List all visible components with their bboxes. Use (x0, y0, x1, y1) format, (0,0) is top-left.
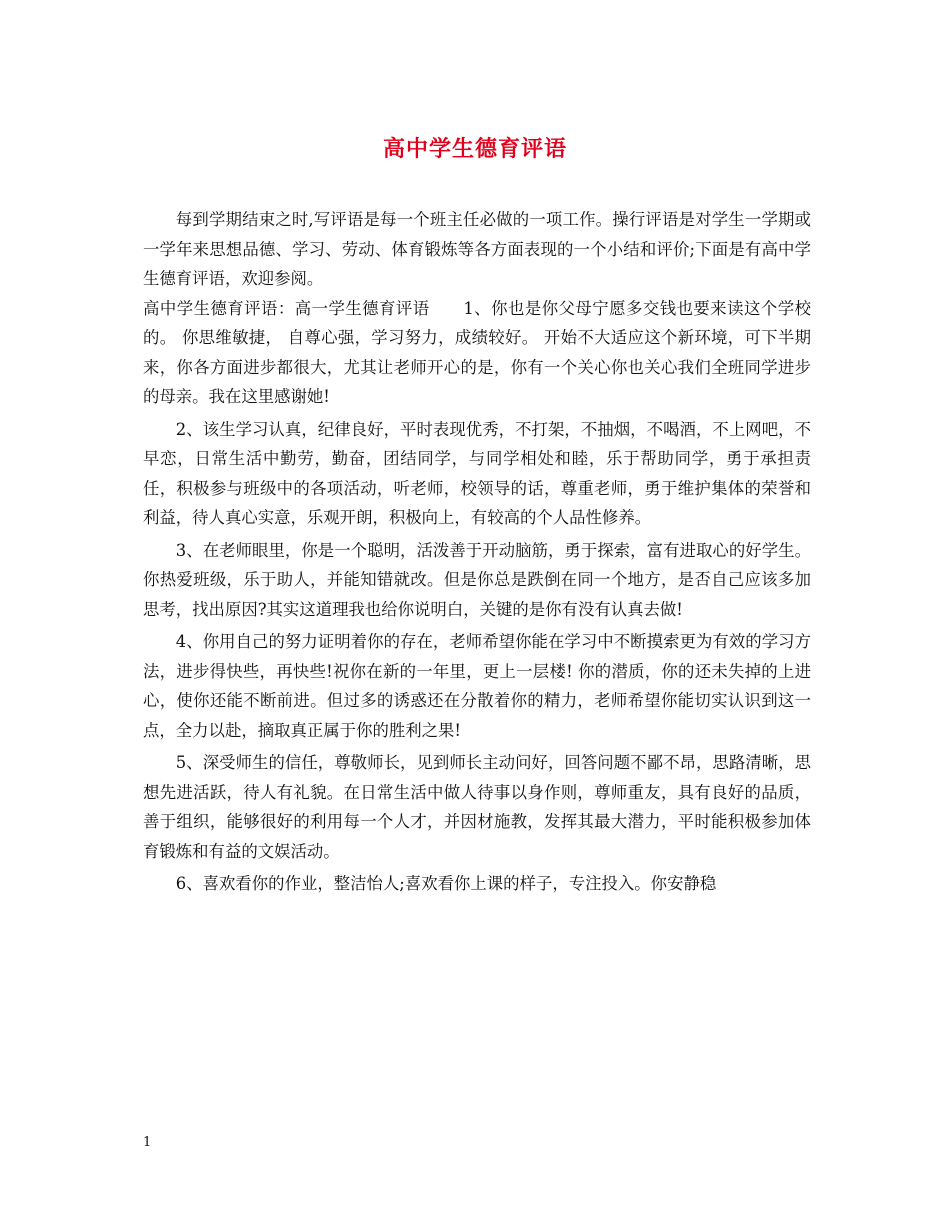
paragraph-3: 3、在老师眼里，你是一个聪明，活泼善于开动脑筋，勇于探索，富有进取心的好学生。你热爱班级，乐于助人，并能知错就改。但是你总是跌倒在同一个地方，是否自己应该多加思考，找出原因?其实这道理我也给你说明白，关键的是你有没有认真去做! (143, 540, 811, 619)
paragraph-4: 4、你用自己的努力证明着你的存在，老师希望你能在学习中不断摸索更为有效的学习方法，进步得快些，再快些!祝你在新的一年里，更上一层楼! 你的潜质，你的还未失掉的上进心，使你还能不断前进。但过多的诱惑还在分散着你的精力，老师希望你能切实认识到这一点，全力以赴，摘取真正属于你的胜利之果! (143, 632, 811, 740)
paragraph-5: 5、深受师生的信任，尊敬师长，见到师长主动问好，回答问题不鄙不昂，思路清晰，思想先进活跃，待人有礼貌。在日常生活中做人待事以身作则，尊师重友，具有良好的品质，善于组织，能够很好的利用每一个人才，并因材施教，发挥其最大潜力，平时能积极参加体育锻炼和有益的文娱活动。 (143, 753, 811, 861)
page-number: 1 (143, 1135, 152, 1150)
document-title: 高中学生德育评语 (382, 136, 567, 162)
paragraph-2: 2、该生学习认真，纪律良好，平时表现优秀，不打架，不抽烟，不喝酒，不上网吧，不早恋，日常生活中勤劳，勤奋，团结同学，与同学相处和睦，乐于帮助同学，勇于承担责任，积极参与班级中的各项活动，听老师，校领导的话，尊重老师，勇于维护集体的荣誉和利益，待人真心实意，乐观开朗，积极向上，有较高的个人品性修养。 (143, 419, 811, 527)
paragraph-6: 6、喜欢看你的作业，整洁怡人;喜欢看你上课的样子，专注投入。你安静稳 (175, 874, 717, 893)
paragraph-1: 高中学生德育评语：高一学生德育评语 1、你也是你父母宁愿多交钱也要来读这个学校的。 你思维敏捷， 自尊心强，学习努力，成绩较好。 开始不大适应这个新环境，可下半期来，你各方面进步都很大，尤其让老师开心的是，你有一个关心你也关心我们全班同学进步的母亲。我在这里感谢她! (143, 298, 811, 406)
document-body (143, 205, 811, 899)
intro-paragraph: 每到学期结束之时,写评语是每一个班主任必做的一项工作。操行评语是对学生一学期或一学年来思想品德、学习、劳动、体育锻炼等各方面表现的一个小结和评价;下面是有高中学生德育评语，欢迎参阅。 (143, 210, 811, 288)
